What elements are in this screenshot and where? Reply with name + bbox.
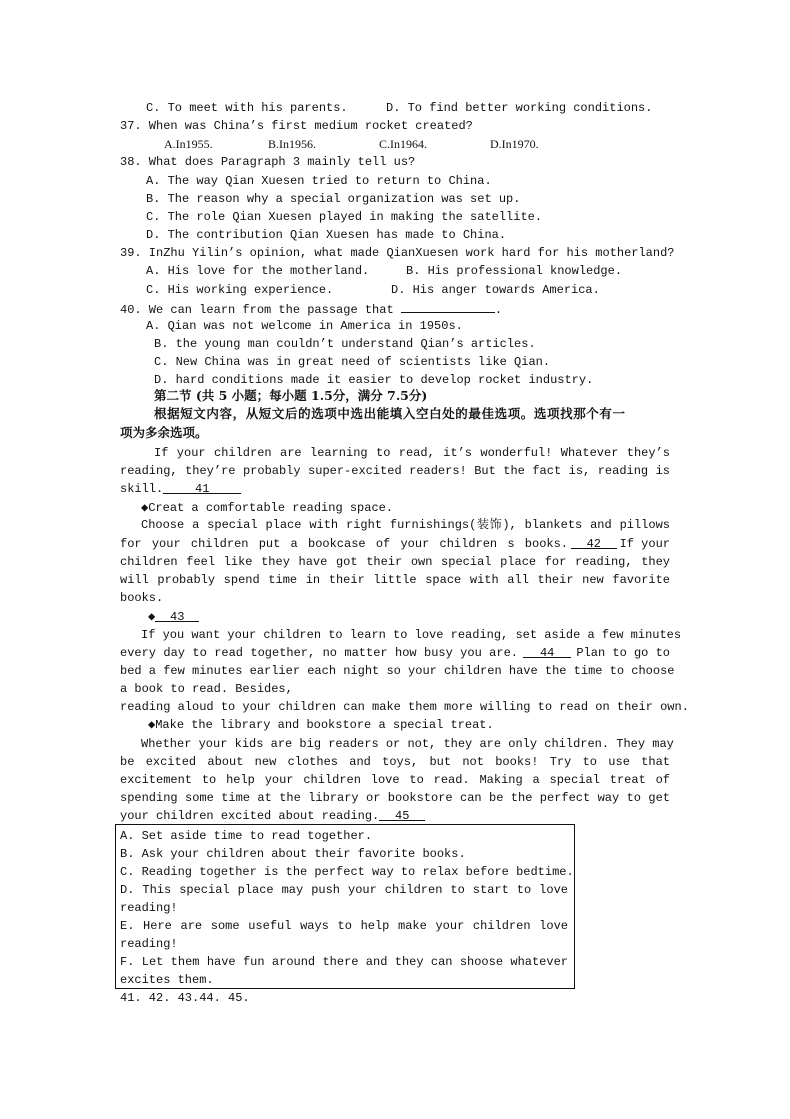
option-c: C. Reading together is the perfect way to relax before bedtime.	[120, 865, 574, 879]
q40-question-suffix: .	[494, 303, 503, 317]
q37-question: 37. When was China’s first medium rocket created?	[120, 119, 473, 133]
q38-option-c: C. The role Qian Xuesen played in making the satellite.	[146, 210, 543, 224]
passage-p3-line5: reading aloud to your children can make them more willing to read on their own.	[120, 700, 689, 714]
option-e-line2: reading!	[120, 937, 178, 951]
passage-p3-line2-text: every day to read together, no matter how busy you are.	[120, 646, 518, 660]
q40-answer-blank	[401, 299, 495, 313]
passage-p3-line3: bed a few minutes earlier each night so your children have the time to choose	[120, 664, 675, 678]
q38-option-a: A. The way Qian Xuesen tried to return to China.	[146, 174, 492, 188]
passage-heading3: ◆Make the library and bookstore a special treat.	[148, 718, 494, 732]
passage-p4-line5	[120, 807, 425, 825]
section2-instruction-line1: 根据短文内容，从短文后的选项中选出能填入空白处的最佳选项。选项找那个有一	[154, 406, 626, 421]
q38-option-b: B. The reason why a special organization was set up.	[146, 192, 521, 206]
section2-instruction-line2: 项为多余选项。	[120, 425, 208, 440]
passage-p4-line1: Whether your kids are big readers or not, they are only children. They may	[141, 737, 674, 751]
passage-p1-line2: reading, they’re probably super-excited readers! But the fact is, reading is	[120, 464, 670, 478]
passage-p3-line2-tail: Plan to go to	[576, 646, 670, 660]
passage-p2-line2-tail: If your	[619, 537, 670, 551]
option-d-line2: reading!	[120, 901, 178, 915]
passage-p1-line3	[120, 480, 241, 498]
q38-option-d: D. The contribution Qian Xuesen has made to China.	[146, 228, 507, 242]
q39-option-a: A. His love for the motherland.	[146, 264, 370, 278]
passage-p2-line2-text: for your children put a bookcase of your children s books.	[120, 537, 568, 551]
q39-question: 39. InZhu Yilin’s opinion, what made QianXuesen work hard for his motherland?	[120, 246, 675, 260]
option-e-line1: E. Here are some useful ways to help make your children love	[120, 919, 568, 933]
passage-p2-line5: books.	[120, 591, 164, 605]
q40-option-b: B. the young man couldn’t understand Qian’s articles.	[154, 337, 536, 351]
answer-line: 41. 42. 43.44. 45.	[120, 991, 250, 1005]
passage-p4-line5-text: your children excited about reading.	[120, 809, 380, 823]
option-d-line1: D. This special place may push your children to start to love	[120, 883, 568, 897]
diamond-bullet-icon: ◆	[148, 610, 156, 624]
passage-p3-line2	[120, 644, 670, 662]
passage-heading2	[148, 608, 199, 626]
blank-44: 44	[523, 644, 571, 658]
q38-question: 38. What does Paragraph 3 mainly tell us?	[120, 155, 416, 169]
options-box	[115, 824, 575, 989]
q36-option-d: D. To find better working conditions.	[386, 101, 653, 115]
passage-p4-line4: spending some time at the library or bookstore can be the perfect way to get	[120, 791, 670, 805]
q40-option-d: D. hard conditions made it easier to develop rocket industry.	[154, 373, 594, 387]
q37-option-c: C.In1964.	[379, 137, 427, 151]
passage-p1-line3-text: skill.	[120, 482, 164, 496]
passage-p3-line4: a book to read. Besides,	[120, 682, 293, 696]
blank-43: 43	[155, 608, 199, 622]
option-f-line1: F. Let them have fun around there and they can shoose whatever	[120, 955, 568, 969]
passage-p3-line1: If you want your children to learn to love reading, set aside a few minutes	[141, 628, 682, 642]
q39-option-c: C. His working experience.	[146, 283, 334, 297]
q37-option-b: B.In1956.	[268, 137, 316, 151]
q40-question-prefix: 40. We can learn from the passage that	[120, 303, 394, 317]
section2-heading: 第二节 (共 5 小题；每小题 1.5分，满分 7.5分)	[154, 388, 428, 403]
passage-p2-line4: will probably spend time in their little space with all their new favorite	[120, 573, 670, 587]
passage-p2-line3: children feel like they have got their own special place for reading, they	[120, 555, 670, 569]
option-a: A. Set aside time to read together.	[120, 829, 373, 843]
q39-option-d: D. His anger towards America.	[391, 283, 600, 297]
passage-p2-line2	[120, 535, 670, 553]
q36-option-c: C. To meet with his parents.	[146, 101, 348, 115]
passage-p4-line2: be excited about new clothes and toys, but not books! Try to use that	[120, 755, 670, 769]
q37-option-a: A.In1955.	[164, 137, 213, 151]
q40-option-a: A. Qian was not welcome in America in 1950s.	[146, 319, 463, 333]
passage-p2-line1: Choose a special place with right furnishings(装饰), blankets and pillows	[141, 518, 670, 532]
blank-45: 45	[379, 807, 425, 821]
option-f-line2: excites them.	[120, 973, 214, 987]
blank-42: 42	[571, 535, 617, 549]
passage-p4-line3: excitement to help your children love to read. Making a special treat of	[120, 773, 670, 787]
q40-option-c: C. New China was in great need of scientists like Qian.	[154, 355, 551, 369]
passage-p1-line1: If your children are learning to read, it’s wonderful! Whatever they’s	[154, 446, 670, 460]
q40-question	[120, 299, 502, 319]
q37-option-d: D.In1970.	[490, 137, 539, 151]
passage-heading1: ◆Creat a comfortable reading space.	[141, 501, 394, 515]
option-b: B. Ask your children about their favorite books.	[120, 847, 466, 861]
blank-41: 41	[163, 480, 241, 494]
q39-option-b: B. His professional knowledge.	[406, 264, 623, 278]
